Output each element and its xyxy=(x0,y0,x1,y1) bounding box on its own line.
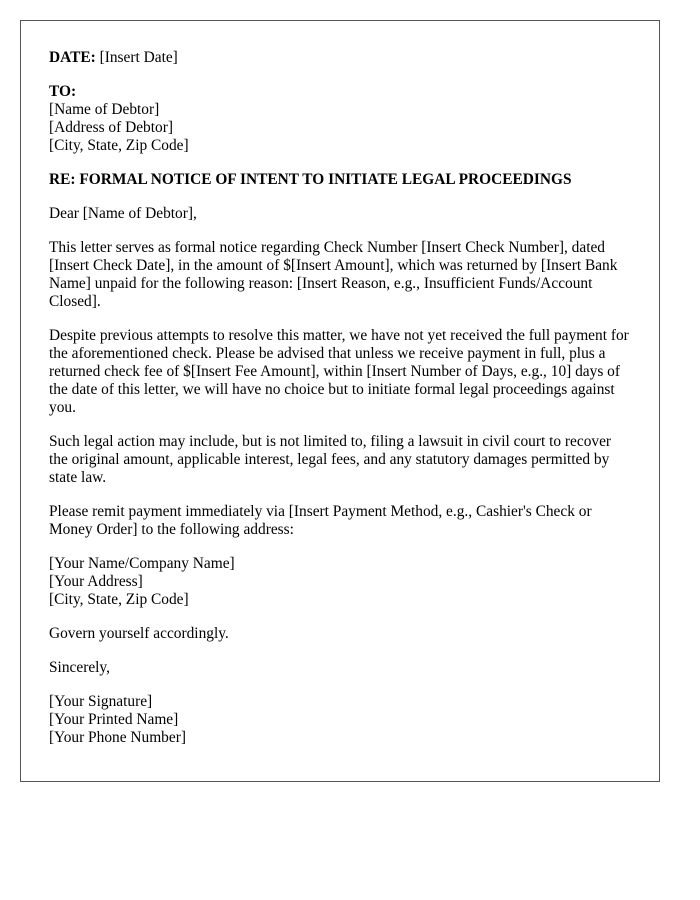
to-label: TO: xyxy=(49,83,77,100)
remit-address-block xyxy=(49,555,631,609)
paragraph-remit-instructions: Please remit payment immediately via [Insert Payment Method, e.g., Cashier's Check or Money Order] to the following address: xyxy=(49,503,592,538)
signature-block xyxy=(49,693,631,747)
date-value: [Insert Date] xyxy=(99,49,178,66)
remit-city-state-zip: [City, State, Zip Code] xyxy=(49,591,189,608)
printed-name-line: [Your Printed Name] xyxy=(49,711,179,728)
recipient-address: [Address of Debtor] xyxy=(49,119,173,136)
remit-address: [Your Address] xyxy=(49,573,143,590)
signoff: Sincerely, xyxy=(49,659,110,676)
salutation: Dear [Name of Debtor], xyxy=(49,205,197,222)
paragraph-demand: Despite previous attempts to resolve this matter, we have not yet received the full payment for the aforementioned check. Please be advised that unless we receive payment in full, plus a returned check fee of $[Insert Fee Amount], within [Insert Number of Days, e.g., 10] days of the date of this letter, we will have no choice but to initiate formal legal proceedings against you. xyxy=(49,327,629,416)
closing-line: Govern yourself accordingly. xyxy=(49,625,229,642)
recipient-city-state-zip: [City, State, Zip Code] xyxy=(49,137,189,154)
phone-number-line: [Your Phone Number] xyxy=(49,729,186,746)
recipient-name: [Name of Debtor] xyxy=(49,101,160,118)
paragraph-legal-action: Such legal action may include, but is not limited to, filing a lawsuit in civil court to recover the original amount, applicable interest, legal fees, and any statutory damages permitted by state law. xyxy=(49,433,612,486)
remit-name: [Your Name/Company Name] xyxy=(49,555,235,572)
date-label: DATE: xyxy=(49,49,96,66)
paragraph-notice: This letter serves as formal notice regarding Check Number [Insert Check Number], dated [Insert Check Date], in the amount of $[Insert Amount], which was returned by [Insert Bank Name] unpaid for the following reason: [Insert Reason, e.g., Insufficient Funds/Account Closed]. xyxy=(49,239,618,310)
date-line xyxy=(49,49,631,67)
recipient-block xyxy=(49,83,631,155)
letter-page xyxy=(20,20,660,782)
subject-line: RE: FORMAL NOTICE OF INTENT TO INITIATE LEGAL PROCEEDINGS xyxy=(49,171,572,188)
signature-line: [Your Signature] xyxy=(49,693,153,710)
